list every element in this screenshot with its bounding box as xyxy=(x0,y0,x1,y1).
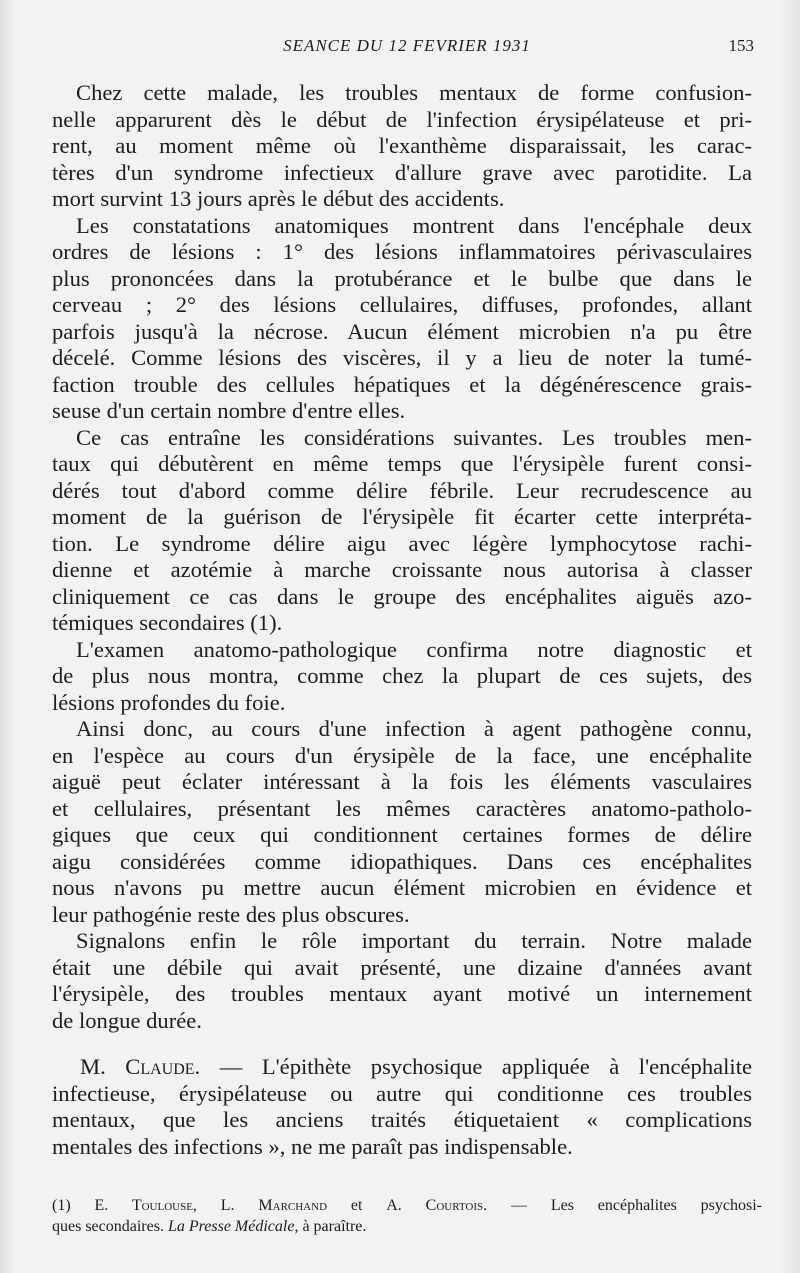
paragraph xyxy=(52,213,752,425)
text-line: infectieuse, érysipélateuse ou autre qui conditionne ces troubles xyxy=(52,1080,752,1106)
paragraph xyxy=(52,716,752,928)
text-line: Ce cas entraîne les considérations suivantes. Les troubles men- xyxy=(76,424,752,450)
text-line: aiguë peut éclater intéressant à la fois les éléments vasculaires xyxy=(52,769,752,794)
text-line: cerveau ; 2° des lésions cellulaires, diffuses, profondes, allant xyxy=(52,292,752,317)
text-line: en l'espèce au cours d'un érysipèle de la face, une encéphalite xyxy=(52,742,752,768)
page-number: 153 xyxy=(728,36,754,55)
text-line: parfois jusqu'à la nécrose. Aucun élément microbien n'a pu être xyxy=(52,318,752,344)
text-line: plus prononcées dans la protubérance et le bulbe que dans le xyxy=(52,265,752,291)
footnote-author: E. Toulouse, xyxy=(94,1197,197,1214)
text-line: taux qui débutèrent en même temps que l'érysipèle furent consi- xyxy=(52,451,752,476)
text-line: Ainsi donc, au cours d'une infection à agent pathogène connu, xyxy=(76,716,752,741)
text-line: décelé. Comme lésions des viscères, il y a lieu de noter la tumé- xyxy=(52,345,752,370)
paragraph xyxy=(52,928,752,1034)
text-line: Les constatations anatomiques montrent dans l'encéphale deux xyxy=(76,212,752,238)
text-line: mentaux, que les anciens traités étiquetaient « complications xyxy=(52,1107,752,1132)
footnote-conj: et xyxy=(350,1197,363,1214)
text-line: seuse d'un certain nombre d'entre elles. xyxy=(52,398,406,423)
text-line: Chez cette malade, les troubles mentaux de forme confusion- xyxy=(76,80,752,105)
text-line: giques que ceux qui conditionnent certaines formes de délire xyxy=(52,822,752,847)
footnote-line xyxy=(52,1195,762,1216)
paragraph xyxy=(52,425,752,637)
footnote-marker: (1) xyxy=(52,1197,71,1214)
dash: — xyxy=(200,1054,262,1079)
text-line: nelle apparurent dès le début de l'infection érysipélateuse et pri- xyxy=(52,106,752,132)
text-line: dienne et azotémie à marche croissante nous autorisa à classer xyxy=(52,557,752,582)
text-line: rent, au moment même où l'exanthème disparaissait, les carac- xyxy=(52,133,752,158)
text-line: tion. Le syndrome délire aigu avec légère lymphocytose rachi- xyxy=(52,530,752,556)
speaker-name: M. Claude. xyxy=(80,1054,201,1079)
text-line: moment de la guérison de l'érysipèle fit écarter cette interpréta- xyxy=(52,504,752,529)
text-line: leur pathogénie reste des plus obscures. xyxy=(52,901,410,927)
text-line: l'érysipèle, des troubles mentaux ayant motivé un internement xyxy=(52,981,752,1006)
text-line: Signalons enfin le rôle important du terrain. Notre malade xyxy=(76,928,752,953)
line-text: L'épithète psychosique appliquée à l'encéphalite xyxy=(261,1054,752,1079)
text-line: faction trouble des cellules hépatiques et la dégénérescence grais- xyxy=(52,371,752,397)
text-line: lésions profondes du foie. xyxy=(52,689,286,715)
text-line: dérés tout d'abord comme délire fébrile. Leur recrudescence au xyxy=(52,477,752,503)
text-line: mort survint 13 jours après le début des accidents. xyxy=(52,186,505,211)
text-line: de plus nous montra, comme chez la plupart de ces sujets, des xyxy=(52,663,752,688)
footnote-author: L. Marchand xyxy=(220,1197,328,1214)
text-line: cliniquement ce cas dans le groupe des encéphalites aiguës azo- xyxy=(52,583,752,609)
footnote-line xyxy=(52,1216,762,1237)
body-text xyxy=(52,80,752,1160)
text-line: nous n'avons pu mettre aucun élément microbien en évidence et xyxy=(52,875,752,900)
text-line: L'examen anatomo-pathologique confirma notre diagnostic et xyxy=(76,636,752,662)
text-line: témiques secondaires (1). xyxy=(52,610,283,635)
text-line: était une débile qui avait présenté, une dizaine d'années avant xyxy=(52,954,752,980)
text-line: tères d'un syndrome infectieux d'allure grave avec parotidite. La xyxy=(52,159,752,185)
footnote-journal: La Presse Médicale, xyxy=(167,1218,299,1235)
footnote-author: A. Courtois. xyxy=(386,1197,488,1214)
text-line: aigu considérées comme idiopathiques. Dans ces encéphalites xyxy=(52,848,752,874)
footnote xyxy=(52,1195,762,1237)
running-title: SEANCE DU 12 FEVRIER 1931 xyxy=(283,36,531,55)
text-line: mentales des infections », ne me paraît pas indispensable. xyxy=(52,1133,573,1159)
text-line xyxy=(52,1054,752,1081)
text-line: et cellulaires, présentant les mêmes caractères anatomo-patholo- xyxy=(52,795,752,821)
running-head xyxy=(60,34,754,60)
paragraph xyxy=(52,80,752,213)
footnote-text: à paraître. xyxy=(302,1218,367,1235)
footnote-text: ques secondaires. xyxy=(52,1218,164,1235)
discussion-paragraph xyxy=(52,1054,752,1160)
footnote-text: — Les encéphalites psychosi- xyxy=(510,1197,762,1214)
text-line: ordres de lésions : 1° des lésions inflammatoires périvasculaires xyxy=(52,239,752,264)
text-line: de longue durée. xyxy=(52,1007,202,1033)
paragraph xyxy=(52,637,752,717)
